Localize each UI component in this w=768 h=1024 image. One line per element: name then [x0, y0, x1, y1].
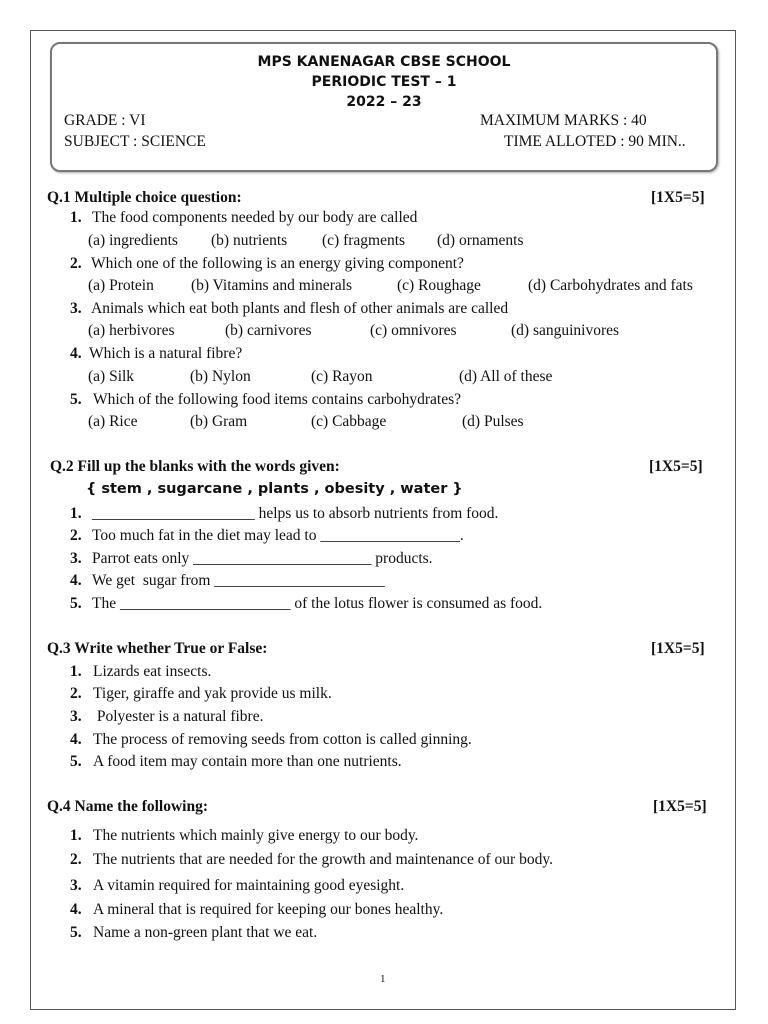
q2-marks: [1X5=5] [649, 458, 703, 475]
q3-item-3-text: Polyester is a natural fibre. [93, 708, 264, 725]
q2-item-4-number: 4. [70, 572, 82, 589]
q1-item-1-number: 1. [70, 209, 82, 226]
q3-item-1-text: Lizards eat insects. [93, 663, 212, 680]
q1-item-5-option-b: (b) Gram [190, 413, 248, 430]
q1-item-4-option-a: (a) Silk [88, 368, 135, 385]
q4-item-4-number: 4. [70, 901, 82, 918]
q1-item-3-option-c: (c) omnivores [370, 322, 457, 339]
q2-item-2-number: 2. [70, 527, 82, 544]
test-name: PERIODIC TEST – 1 [311, 74, 457, 90]
q3-item-2-text: Tiger, giraffe and yak provide us milk. [93, 685, 332, 702]
q2-item-3-number: 3. [70, 550, 82, 567]
q4-item-1-number: 1. [70, 827, 82, 844]
q1-item-5-number: 5. [70, 391, 82, 408]
q1-item-5-option-a: (a) Rice [88, 413, 138, 430]
page-number: 1 [380, 973, 386, 985]
q1-item-3-text: Animals which eat both plants and flesh of other animals are called [91, 300, 509, 317]
q3-item-5-number: 5. [70, 753, 82, 770]
q2-title: Q.2 Fill up the blanks with the words given: [50, 458, 340, 475]
q4-item-3-text: A vitamin required for maintaining good eyesight. [93, 877, 405, 894]
q1-item-2-option-d: (d) Carbohydrates and fats [528, 277, 693, 294]
q4-marks: [1X5=5] [653, 798, 707, 815]
q1-item-3-option-b: (b) carnivores [225, 322, 312, 339]
school-name: MPS KANENAGAR CBSE SCHOOL [257, 54, 511, 70]
q1-item-4-text: Which is a natural fibre? [89, 345, 243, 362]
q1-title: Q.1 Multiple choice question: [47, 189, 242, 206]
q4-title: Q.4 Name the following: [47, 798, 209, 815]
subject-label: SUBJECT : SCIENCE [64, 133, 206, 150]
q1-item-2-text: Which one of the following is an energy giving component? [91, 255, 464, 272]
grade-label: GRADE : VI [64, 112, 146, 129]
q1-item-4-option-b: (b) Nylon [190, 368, 251, 385]
q2-item-1-text: _____________________ helps us to absorb nutrients from food. [92, 505, 499, 522]
header-box [50, 42, 718, 172]
q3-item-3-number: 3. [70, 708, 82, 725]
q4-item-4-text: A mineral that is required for keeping our bones healthy. [93, 901, 444, 918]
q2-word-bank: { stem , sugarcane , plants , obesity , water } [86, 481, 463, 497]
q3-item-1-number: 1. [70, 663, 82, 680]
q1-item-2-option-a: (a) Protein [88, 277, 154, 294]
q2-item-4-text: We get sugar from ______________________ [92, 572, 385, 589]
q1-item-4-option-c: (c) Rayon [311, 368, 373, 385]
q1-item-4-option-d: (d) All of these [459, 368, 553, 385]
q1-item-5-option-d: (d) Pulses [462, 413, 524, 430]
q1-item-3-option-a: (a) herbivores [88, 322, 175, 339]
q2-item-1-number: 1. [70, 505, 82, 522]
q4-item-2-text: The nutrients that are needed for the growth and maintenance of our body. [93, 851, 553, 868]
q4-item-2-number: 2. [70, 851, 82, 868]
q1-item-5-option-c: (c) Cabbage [311, 413, 387, 430]
academic-year: 2022 – 23 [346, 94, 422, 110]
q2-item-5-text: The ______________________ of the lotus flower is consumed as food. [92, 595, 543, 612]
max-marks-label: MAXIMUM MARKS : 40 [480, 112, 647, 129]
q1-item-4-number: 4. [70, 345, 82, 362]
q3-item-5-text: A food item may contain more than one nutrients. [93, 753, 402, 770]
q1-item-1-option-c: (c) fragments [322, 232, 406, 249]
q1-item-5-text: Which of the following food items contains carbohydrates? [93, 391, 462, 408]
q1-item-3-option-d: (d) sanguinivores [511, 322, 620, 339]
q3-title: Q.3 Write whether True or False: [47, 640, 268, 657]
q1-item-1-text: The food components needed by our body are called [92, 209, 418, 226]
q3-marks: [1X5=5] [651, 640, 705, 657]
q3-item-4-number: 4. [70, 731, 82, 748]
q1-item-1-option-a: (a) ingredients [88, 232, 178, 249]
q1-item-2-number: 2. [70, 255, 82, 272]
q1-item-2-option-b: (b) Vitamins and minerals [191, 277, 353, 294]
q1-item-2-option-c: (c) Roughage [397, 277, 481, 294]
q4-item-5-text: Name a non-green plant that we eat. [93, 924, 318, 941]
q2-item-2-text: Too much fat in the diet may lead to __________________. [92, 527, 464, 544]
q1-marks: [1X5=5] [651, 189, 705, 206]
q3-item-4-text: The process of removing seeds from cotton is called ginning. [93, 731, 472, 748]
q4-item-1-text: The nutrients which mainly give energy to our body. [93, 827, 419, 844]
q4-item-5-number: 5. [70, 924, 82, 941]
q4-item-3-number: 3. [70, 877, 82, 894]
time-label: TIME ALLOTED : 90 MIN.. [504, 133, 686, 150]
q3-item-2-number: 2. [70, 685, 82, 702]
q1-item-1-option-b: (b) nutrients [211, 232, 288, 249]
q1-item-3-number: 3. [70, 300, 82, 317]
q2-item-5-number: 5. [70, 595, 82, 612]
q2-item-3-text: Parrot eats only _______________________ products. [92, 550, 433, 567]
q1-item-1-option-d: (d) ornaments [437, 232, 524, 249]
